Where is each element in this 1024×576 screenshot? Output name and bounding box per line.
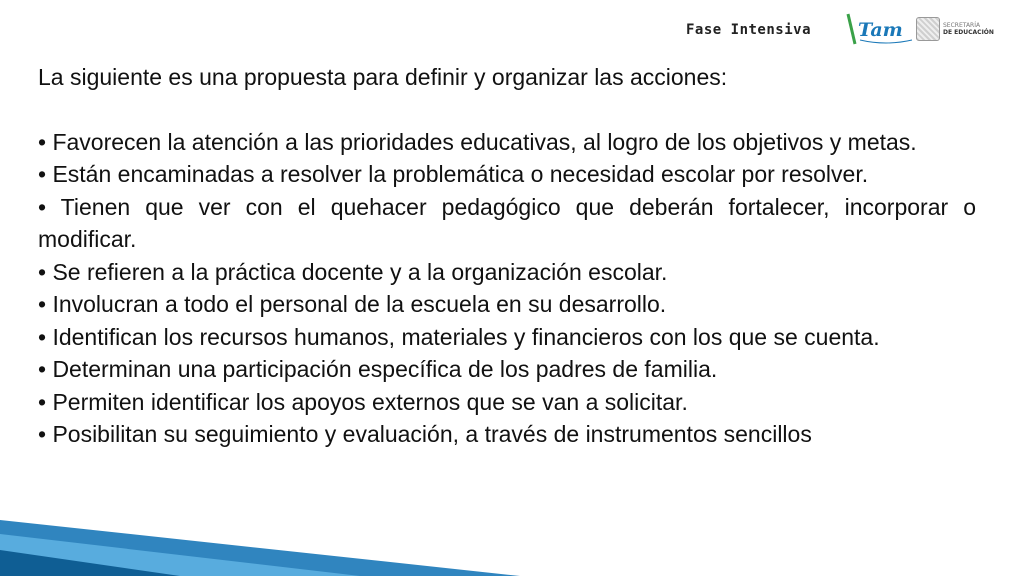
tamaulipas-logo (846, 10, 916, 50)
slide-body (38, 61, 976, 451)
bullet-item: • Están encaminadas a resolver la problemática o necesidad escolar por resolver. (38, 161, 869, 187)
bullet-item: • Se refieren a la práctica docente y a la organización escolar. (38, 258, 668, 285)
logo-brand-text: Tam (858, 19, 903, 41)
bullet-item: • Posibilitan su seguimiento y evaluación, a través de instrumentos sencillos (38, 421, 812, 447)
secretaria-line1: SECRETARÍA (943, 22, 981, 29)
decorative-corner-band (0, 516, 1024, 576)
bullet-item: • Permiten identificar los apoyos externos que se van a solicitar. (38, 388, 688, 415)
bullet-item: • Determinan una participación específica de los padres de familia. (38, 356, 718, 382)
logo-slash-mark (848, 14, 855, 44)
phase-label: Fase Intensiva (686, 22, 812, 38)
bullet-item: • Tienen que ver con el quehacer pedagógico que deberán fortalecer, incorporar o modificar. (38, 193, 976, 252)
bullet-item: • Involucran a todo el personal de la escuela en su desarrollo. (38, 291, 667, 317)
state-seal-icon (916, 17, 940, 41)
secretaria-logo (916, 14, 994, 44)
intro-text: La siguiente es una propuesta para definir y organizar las acciones: (38, 64, 728, 90)
secretaria-line2: DE EDUCACIÓN (943, 29, 994, 36)
bullet-item: • Favorecen la atención a las prioridades educativas, al logro de los objetivos y metas. (38, 128, 917, 155)
bullet-item: • Identifican los recursos humanos, materiales y financieros con los que se cuenta. (38, 323, 880, 350)
